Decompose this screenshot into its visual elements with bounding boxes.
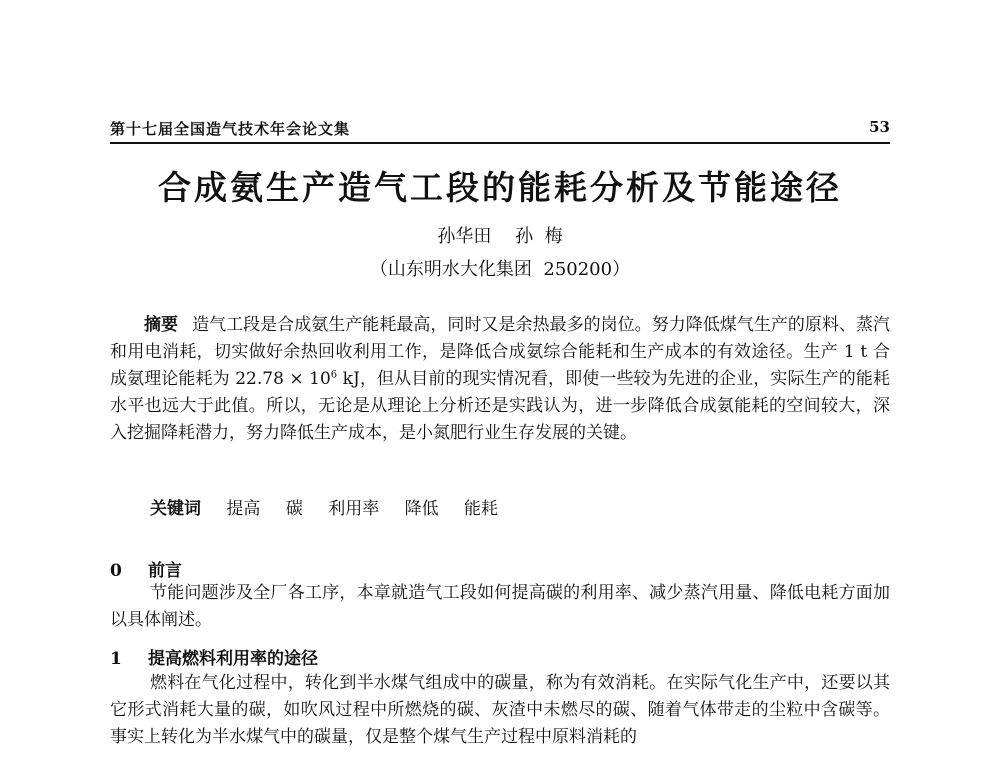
abstract-text-part2: kJ，但从目前的现实情况看，即使一些较为先进的企业，实际生产的能耗水平也远大于此值。所以，无论是从理论上分析还是实践认为，进一步降低合成氨能耗的空间较大，深入挖掘降耗潜力，努力降低生产成本，是小氮肥行业生存发展的关键。 xyxy=(110,369,890,443)
keywords xyxy=(150,494,518,519)
journal-title: 第十七届全国造气技术年会论文集 xyxy=(110,120,351,138)
abstract-label: 摘要 xyxy=(144,315,179,335)
section-heading-fuel xyxy=(110,644,318,669)
section-heading-intro xyxy=(110,556,182,581)
abstract-text-part1: 造气工段是合成氨生产能耗最高，同时又是余热最多的岗位。努力降低煤气生产的原料、蒸汽和用电消耗，切实做好余热回收利用工作，是降低合成氨综合能耗和生产成本的有效途径。生产 1 t 合成氨理论能耗为 22.78 × 10 xyxy=(110,315,891,389)
section-title: 前言 xyxy=(148,561,182,581)
section-title: 提高燃料利用率的途径 xyxy=(148,649,318,669)
keyword: 碳 xyxy=(285,499,303,519)
paper-title: 合成氨生产造气工段的能耗分析及节能途径 xyxy=(158,168,842,207)
abstract xyxy=(110,312,890,447)
abstract-exponent: 6 xyxy=(330,369,338,381)
section-paragraph-fuel: 燃料在气化过程中，转化到半水煤气组成中的碳量，称为有效消耗。在实际气化生产中，还要以其它形式消耗大量的碳，如吹风过程中所燃烧的碳、灰渣中未燃尽的碳、随着气体带走的尘粒中含碳等。事实上转化为半水煤气中的碳量，仅是整个煤气生产过程中原料消耗的 xyxy=(110,673,890,747)
keyword: 能耗 xyxy=(464,499,499,519)
section-number: 1 xyxy=(110,649,122,669)
keyword: 提高 xyxy=(226,499,261,519)
authors xyxy=(0,222,1000,248)
keywords-label: 关键词 xyxy=(150,499,201,519)
section-paragraph-intro: 节能问题涉及全厂各工序，本章就造气工段如何提高碳的利用率、减少蒸汽用量、降低电耗方面加以具体阐述。 xyxy=(110,583,890,630)
author-name: 孙华田 xyxy=(437,226,492,247)
header-rule xyxy=(110,142,890,144)
author-name: 孙 梅 xyxy=(515,226,563,247)
running-header xyxy=(110,118,890,146)
affiliation: （山东明水大化集团 250200） xyxy=(369,259,631,280)
page-number: 53 xyxy=(869,118,890,136)
section-number: 0 xyxy=(110,561,122,581)
keyword: 利用率 xyxy=(328,499,380,519)
keyword: 降低 xyxy=(404,499,439,519)
